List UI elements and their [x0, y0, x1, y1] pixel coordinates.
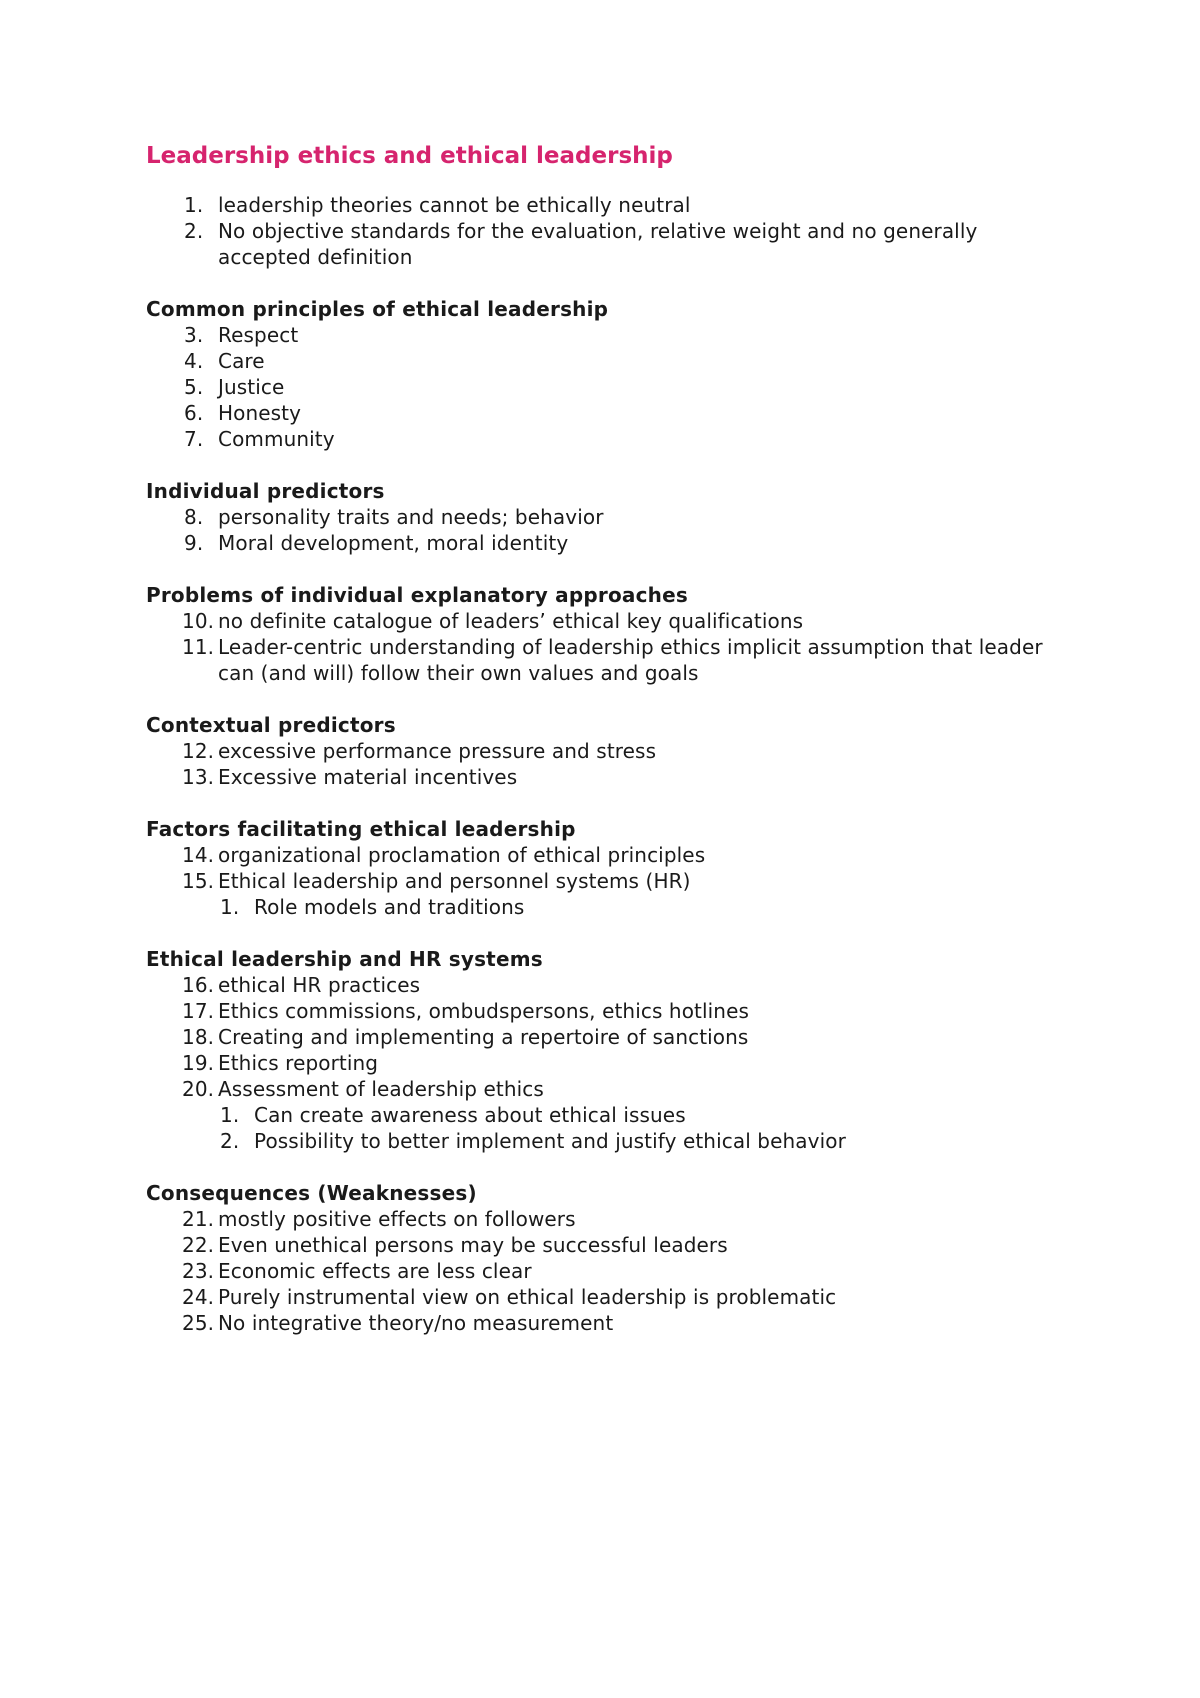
item-number: 24. — [182, 1285, 215, 1309]
list-item — [146, 1232, 1076, 1258]
item-number: 3. — [184, 323, 204, 347]
item-text: Ethical leadership and personnel systems (HR) — [218, 869, 691, 893]
item-number: 2. — [184, 219, 204, 243]
item-text: Honesty — [218, 401, 302, 425]
item-text: Care — [218, 349, 265, 373]
list-item — [146, 348, 1076, 374]
item-text: Possibility to better implement and justify ethical behavior — [254, 1129, 846, 1153]
section-heading: Contextual predictors — [146, 713, 396, 737]
item-number: 12. — [182, 739, 215, 763]
item-text: Justice — [218, 375, 285, 399]
list-item — [146, 634, 1076, 686]
list-item — [146, 218, 1076, 270]
section-common-principles — [146, 296, 1076, 452]
item-text: Moral development, moral identity — [218, 531, 569, 555]
section-heading: Problems of individual explanatory approaches — [146, 583, 688, 607]
section-hr-systems — [146, 946, 1076, 1154]
item-number: 1. — [220, 1103, 240, 1127]
item-number: 2. — [220, 1129, 240, 1153]
item-number: 14. — [182, 843, 215, 867]
list-item — [146, 400, 1076, 426]
item-number: 13. — [182, 765, 215, 789]
list-item — [146, 374, 1076, 400]
section-heading: Individual predictors — [146, 479, 385, 503]
item-number: 1. — [184, 193, 204, 217]
item-text: leadership theories cannot be ethically neutral — [218, 193, 691, 217]
item-text: Assessment of leadership ethics — [218, 1077, 544, 1101]
list-item — [146, 1258, 1076, 1284]
item-text: Even unethical persons may be successful leaders — [218, 1233, 728, 1257]
section-heading: Common principles of ethical leadership — [146, 297, 609, 321]
list-item — [146, 998, 1076, 1024]
item-text: Community — [218, 427, 335, 451]
list-item — [146, 1206, 1076, 1232]
list-item — [146, 1310, 1076, 1336]
item-number: 15. — [182, 869, 215, 893]
item-text: personality traits and needs; behavior — [218, 505, 604, 529]
document-content — [146, 140, 1076, 1362]
section-heading: Ethical leadership and HR systems — [146, 947, 543, 971]
item-text: Economic effects are less clear — [218, 1259, 532, 1283]
item-number: 20. — [182, 1077, 215, 1101]
item-text: Ethics reporting — [218, 1051, 379, 1075]
list-item — [146, 738, 1076, 764]
item-number: 9. — [184, 531, 204, 555]
item-number: 8. — [184, 505, 204, 529]
item-number: 19. — [182, 1051, 215, 1075]
item-text: no definite catalogue of leaders’ ethical key qualifications — [218, 609, 804, 633]
item-text: No integrative theory/no measurement — [218, 1311, 614, 1335]
item-number: 7. — [184, 427, 204, 451]
list-item — [146, 1050, 1076, 1076]
item-number: 23. — [182, 1259, 215, 1283]
item-text: Ethics commissions, ombudspersons, ethics hotlines — [218, 999, 749, 1023]
item-number: 6. — [184, 401, 204, 425]
item-text: mostly positive effects on followers — [218, 1207, 576, 1231]
list-item — [146, 530, 1076, 556]
list-item — [146, 1076, 1076, 1102]
section-facilitating-factors — [146, 816, 1076, 920]
item-number: 25. — [182, 1311, 215, 1335]
item-text: organizational proclamation of ethical principles — [218, 843, 706, 867]
intro-list — [146, 192, 1076, 270]
item-number: 18. — [182, 1025, 215, 1049]
item-number: 21. — [182, 1207, 215, 1231]
item-number: 10. — [182, 609, 215, 633]
item-text: No objective standards for the evaluation, relative weight and no generally accepted definition — [218, 219, 978, 269]
section-problems-individual-approaches — [146, 582, 1076, 686]
section-heading: Consequences (Weaknesses) — [146, 1181, 477, 1205]
item-number: 16. — [182, 973, 215, 997]
item-number: 5. — [184, 375, 204, 399]
item-number: 22. — [182, 1233, 215, 1257]
sub-list-item — [146, 894, 1076, 920]
item-number: 4. — [184, 349, 204, 373]
sub-list-item — [146, 1102, 1076, 1128]
section-heading: Factors facilitating ethical leadership — [146, 817, 576, 841]
section-consequences — [146, 1180, 1076, 1336]
list-item — [146, 972, 1076, 998]
list-item — [146, 608, 1076, 634]
item-text: Creating and implementing a repertoire of sanctions — [218, 1025, 749, 1049]
list-item — [146, 1024, 1076, 1050]
item-number: 1. — [220, 895, 240, 919]
item-text: ethical HR practices — [218, 973, 421, 997]
item-text: Respect — [218, 323, 299, 347]
list-item — [146, 322, 1076, 348]
list-item — [146, 192, 1076, 218]
item-number: 17. — [182, 999, 215, 1023]
list-item — [146, 764, 1076, 790]
list-item — [146, 868, 1076, 894]
item-text: Excessive material incentives — [218, 765, 518, 789]
section-contextual-predictors — [146, 712, 1076, 790]
list-item — [146, 842, 1076, 868]
sub-list-item — [146, 1128, 1076, 1154]
list-item — [146, 426, 1076, 452]
list-item — [146, 1284, 1076, 1310]
section-individual-predictors — [146, 478, 1076, 556]
item-text: Leader-centric understanding of leadership ethics implicit assumption that leader can (and will) follow their own values and goals — [218, 635, 1043, 685]
item-text: Can create awareness about ethical issues — [254, 1103, 686, 1127]
item-text: Purely instrumental view on ethical leadership is problematic — [218, 1285, 837, 1309]
page-title: Leadership ethics and ethical leadership — [146, 143, 673, 169]
list-item — [146, 504, 1076, 530]
item-text: Role models and traditions — [254, 895, 525, 919]
item-number: 11. — [182, 635, 215, 659]
item-text: excessive performance pressure and stress — [218, 739, 657, 763]
